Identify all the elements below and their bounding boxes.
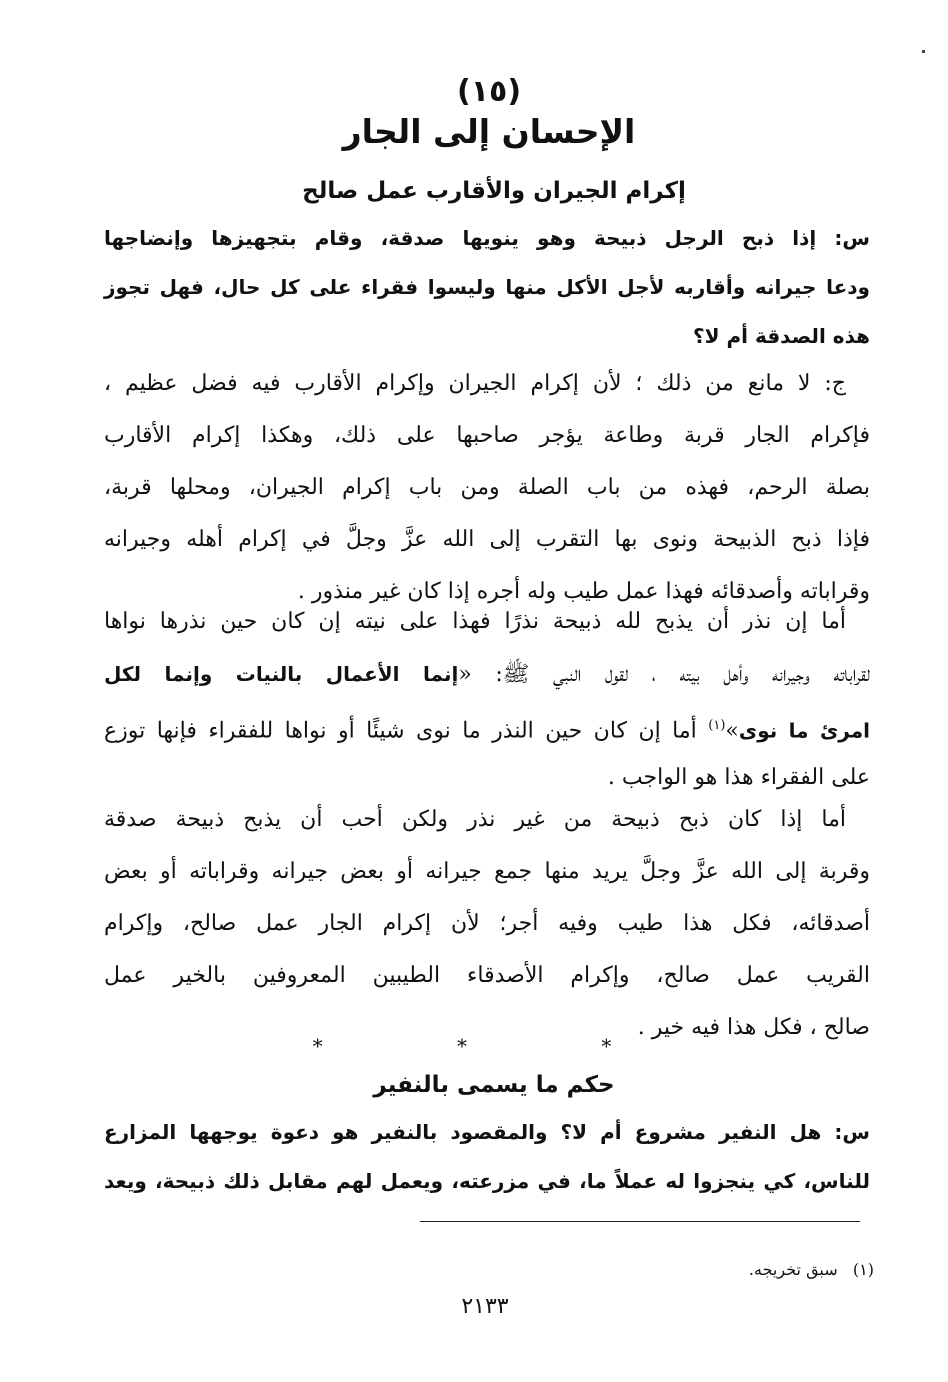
question-2 [104,1108,870,1206]
answer-text: لقراباته وجيرانه وأهل بيته ، لقول النبي ﷺ: « [458,662,870,687]
page-number: ٢١٣٣ [461,1294,509,1319]
footnote [749,1260,874,1279]
question-1-line: ودعا جيرانه وأقاربه لأجل الأكل منها وليسوا فقراء على كل حال، فهل تجوز [104,275,870,299]
section-title-2: حكم ما يسمى بالنفير [373,1072,615,1098]
answer-line: فإذا ذبح الذبيحة ونوى بها التقرب إلى الله عزَّ وجلَّ في إكرام أهله وجيرانه [104,527,870,552]
answer-line-with-hadith [104,648,870,700]
answer-line: القريب عمل صالح، وإكرام الأصدقاء الطيبين المعروفين بالخير عمل [104,963,870,988]
answer-paragraph-2 [104,596,870,804]
question-2-line: س: هل النفير مشروع أم لا؟ والمقصود بالنفير هو دعوة يوجهها المزارع [104,1120,870,1144]
answer-line: صالح ، فكل هذا فيه خير . [637,1015,870,1040]
scan-mark [922,50,925,53]
footnote-marker: (١) [852,1260,874,1279]
answer-line: أصدقائه، فكل هذا طيب وفيه أجر؛ لأن إكرام الجار عمل صالح، وإكرام [104,911,870,936]
footnote-text: سبق تخريجه. [748,1260,838,1279]
answer-paragraph-1 [104,358,870,618]
chapter-title: الإحسان إلى الجار [342,112,636,151]
footnote-divider [420,1221,860,1222]
answer-line: أما إذا كان ذبح ذبيحة من غير نذر ولكن أحب أن يذبح ذبيحة صدقة [104,807,846,832]
answer-line: ج: لا مانع من ذلك ؛ لأن إكرام الجيران وإكرام الأقارب فيه فضل عظيم ، [104,371,846,396]
answer-paragraph-3 [104,794,870,1054]
answer-line-with-hadith [104,700,870,752]
section-title-1: إكرام الجيران والأقارب عمل صالح [302,178,686,204]
question-1-line: هذه الصدقة أم لا؟ [693,324,870,348]
question-2-line: للناس، كي ينجزوا له عملاً ما، في مزرعته، ويعمل لهم مقابل ذلك ذبيحة، ويعد [104,1169,870,1193]
answer-line: فإكرام الجار قربة وطاعة يؤجر صاحبها على ذلك، وهكذا إكرام الأقارب [104,423,870,448]
answer-line: وقراباته وأصدقائه فهذا عمل طيب وله أجره إذا كان غير منذور . [297,579,870,604]
hadith-quote: امرئ ما نوى [738,718,870,743]
question-1-line: س: إذا ذبح الرجل ذبيحة وهو ينويها صدقة، وقام بتجهيزها وإنضاجها [104,226,870,250]
question-1 [104,214,870,361]
answer-line: على الفقراء هذا هو الواجب . [607,765,870,790]
answer-line: أما إن نذر أن يذبح لله ذبيحة نذرًا فهذا على نيته إن كان حين نذرها نواها [104,609,846,634]
answer-line: وقربة إلى الله عزَّ وجلَّ يريد منها جمع جيرانه أو بعض جيرانه وقراباته أو بعض [104,859,870,884]
answer-text: أما إن كان حين النذر ما نوى شيئًا أو نواها للفقراء فإنها توزع [104,718,709,744]
chapter-number: (١٥) [456,74,522,109]
footnote-reference: (١) [708,718,726,733]
quote-close: » [725,718,739,744]
hadith-quote: إنما الأعمال بالنيات وإنما لكل [104,662,459,686]
section-separator: * * * [312,1034,676,1058]
answer-line: بصلة الرحم، فهذه من باب الصلة ومن باب إكرام الجيران، ومحلها قربة، [104,475,870,500]
